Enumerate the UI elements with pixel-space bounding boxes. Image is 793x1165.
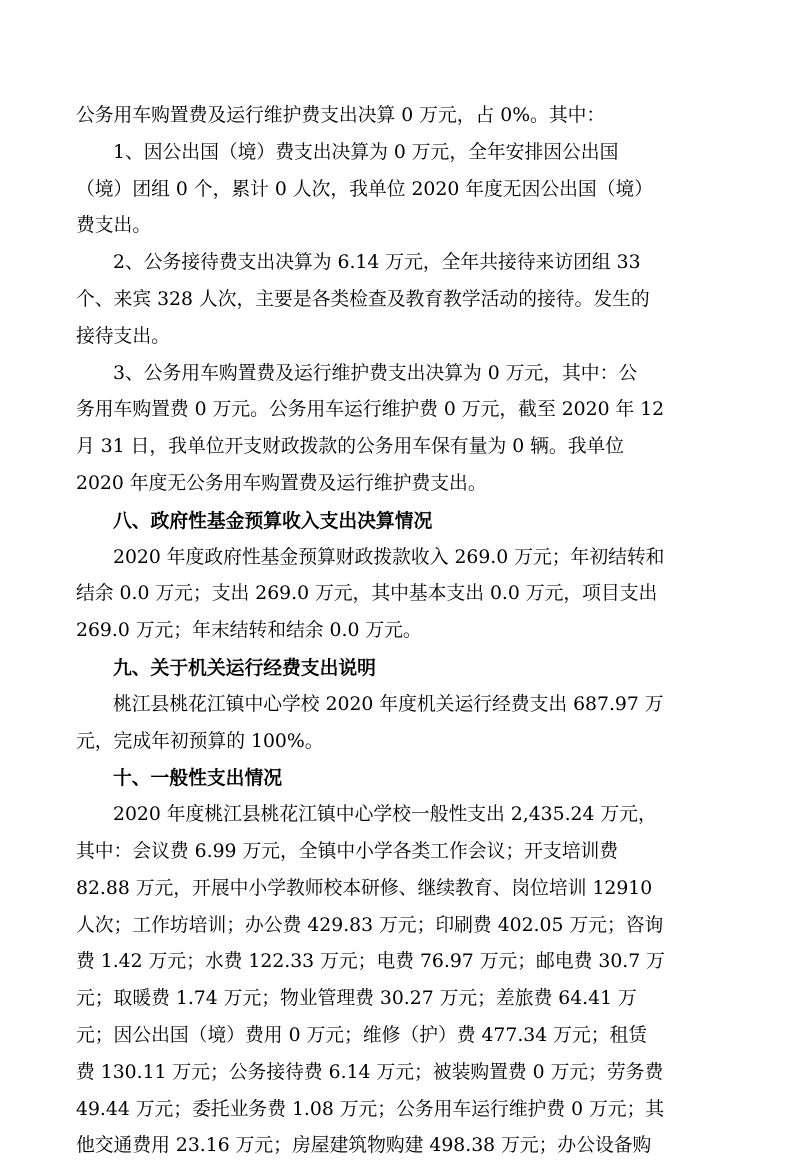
text-line: 个、来宾 328 人次，主要是各类检查及教育教学活动的接待。发生的 (76, 288, 650, 310)
document-body (76, 98, 722, 1165)
text-line: 公务用车购置费及运行维护费支出决算 0 万元，占 0%。其中： (76, 105, 606, 126)
text-line: 元；取暖费 1.74 万元；物业管理费 30.27 万元；差旅费 64.41 万 (76, 988, 637, 1010)
text-line: 务用车购置费 0 万元。公务用车运行维护费 0 万元，截至 2020 年 12 (76, 399, 665, 421)
text-line: 82.88 万元，开展中小学教师校本研修、继续教育、岗位培训 12910 (76, 877, 653, 899)
text-line: 元；因公出国（境）费用 0 万元；维修（护）费 477.34 万元；租赁 (76, 1024, 648, 1046)
text-line: 2020 年度桃江县桃花江镇中心学校一般性支出 2,435.24 万元， (113, 804, 657, 826)
text-line: 费支出。 (76, 215, 152, 237)
text-line: 元，完成年初预算的 100%。 (76, 730, 324, 752)
text-line: 其中：会议费 6.99 万元，全镇中小学各类工作会议；开支培训费 (76, 840, 619, 862)
section-heading: 八、政府性基金预算收入支出决算情况 (113, 509, 433, 532)
text-line: 接待支出。 (76, 325, 170, 347)
text-line: 2、公务接待费支出决算为 6.14 万元，全年共接待来访团组 33 (113, 252, 641, 274)
text-line: （境）团组 0 个，累计 0 人次，我单位 2020 年度无因公出国（境） (76, 178, 654, 200)
text-line: 费 130.11 万元；公务接待费 6.14 万元；被装购置费 0 万元；劳务费 (76, 1061, 664, 1083)
text-line: 他交通费用 23.16 万元；房屋建筑物购建 498.38 万元；办公设备购 (76, 1135, 652, 1157)
section-heading: 十、一般性支出情况 (113, 767, 283, 790)
text-line: 人次；工作坊培训；办公费 429.83 万元；印刷费 402.05 万元；咨询 (76, 914, 664, 936)
text-line: 费 1.42 万元；水费 122.33 万元；电费 76.97 万元；邮电费 30.7 万 (76, 951, 665, 973)
text-line: 结余 0.0 万元；支出 269.0 万元，其中基本支出 0.0 万元，项目支出 (76, 583, 658, 605)
text-line: 桃江县桃花江镇中心学校 2020 年度机关运行经费支出 687.97 万 (113, 693, 664, 715)
text-line: 2020 年度政府性基金预算财政拨款收入 269.0 万元；年初结转和 (113, 546, 665, 568)
text-line: 269.0 万元；年末结转和结余 0.0 万元。 (76, 620, 422, 642)
text-line: 2020 年度无公务用车购置费及运行维护费支出。 (76, 472, 487, 494)
section-heading: 九、关于机关运行经费支出说明 (113, 656, 376, 679)
text-line: 49.44 万元；委托业务费 1.08 万元；公务用车运行维护费 0 万元；其 (76, 1098, 665, 1120)
text-line: 月 31 日，我单位开支财政拨款的公务用车保有量为 0 辆。我单位 (76, 436, 625, 458)
text-line: 3、公务用车购置费及运行维护费支出决算为 0 万元，其中：公 (113, 362, 638, 384)
text-line: 1、因公出国（境）费支出决算为 0 万元，全年安排因公出国 (113, 141, 619, 163)
